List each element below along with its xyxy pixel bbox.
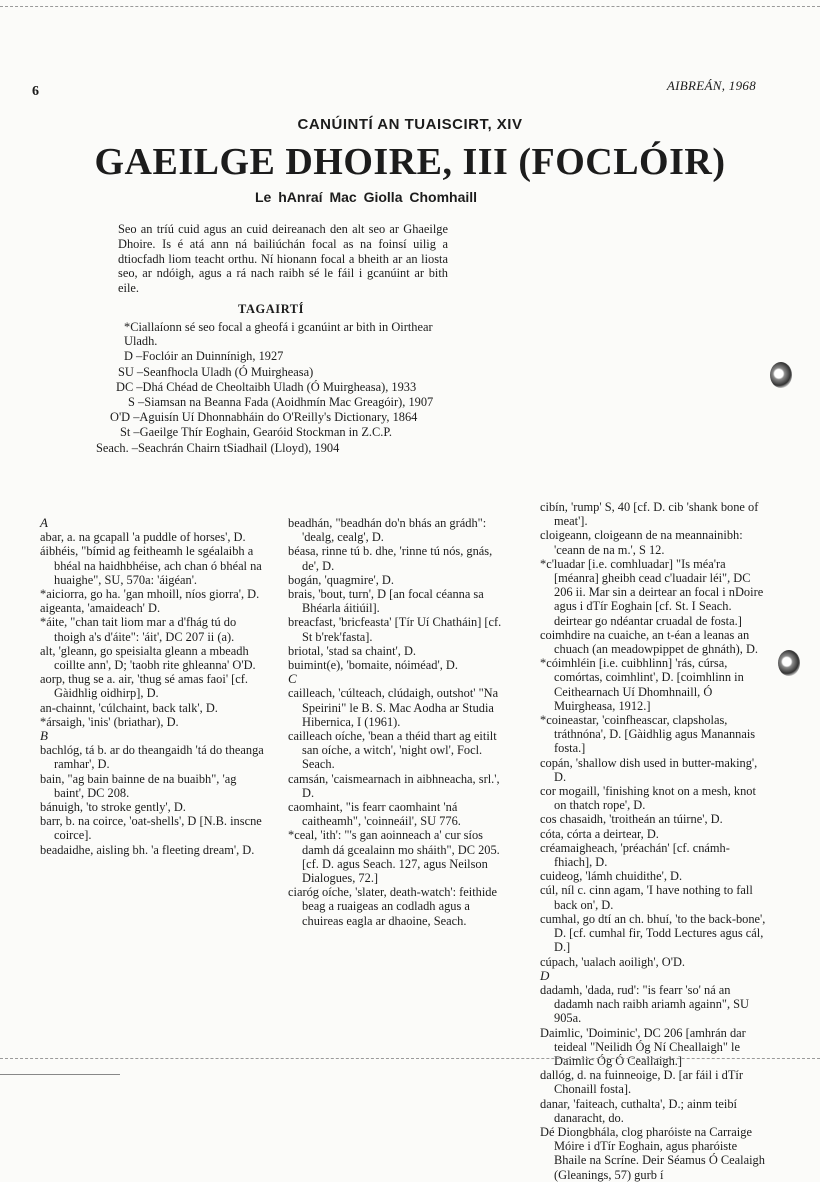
glossary-entry: cúl, níl c. cinn agam, 'I have nothing to fall back on', D.: [540, 883, 753, 912]
bottom-rule: [0, 1058, 820, 1059]
reference-key: O'D –: [110, 410, 140, 425]
glossary-entry: cloigeann, cloigeann de na meannainibh: 'ceann de na m.', S 12.: [540, 528, 743, 557]
glossary-entry: briotal, 'stad sa chaint', D.: [288, 643, 416, 658]
section-letter: A: [40, 515, 48, 530]
top-rule: [0, 6, 820, 7]
glossary-column-3: [540, 500, 768, 1182]
glossary-entry: béasa, rinne tú b. dhe, 'rinne tú nós, gnás, de', D.: [288, 544, 493, 573]
glossary-entry: *ceal, 'ith': "'s gan aoinneach a' cur síos damh dá gcealainn mo sháith", DC 205. [cf. D. agus Seach. 127, agus Neilson Dialogues, 72.]: [288, 828, 500, 886]
glossary-entry: coimhdire na cuaiche, an t-éan a leanas an chuach (an meadowpippet de ghnáth), D.: [540, 627, 759, 657]
reference-text: Siamsan na Beanna Fada (Aoidhmín Mac Greagóir), 1907: [144, 395, 434, 410]
glossary-entry: danar, 'faiteach, cuthalta', D.; ainm teibí danaracht, do.: [540, 1096, 737, 1125]
glossary-entry: bachlóg, tá b. ar do theangaidh 'tá do theanga ramhar', D.: [40, 743, 264, 772]
glossary-entry: an-chainnt, 'cúlchaint, back talk', D.: [40, 700, 218, 715]
reference-item: [96, 395, 456, 409]
glossary-entry: *áite, "chan tait liom mar a d'fhág tú do thoigh a's d'áite": 'áit', DC 207 ii (a).: [40, 615, 237, 644]
glossary-entry: cumhal, go dtí an ch. bhuí, 'to the back-bone', D. [cf. cumhal fir, Todd Lectures agus cál, D.]: [540, 911, 766, 955]
reference-text: Seachrán Chairn tSiadhail (Lloyd), 1904: [137, 440, 340, 455]
references-heading: TAGAIRTÍ: [238, 302, 305, 316]
reference-item: [96, 441, 456, 455]
glossary-entry: cor mogaill, 'finishing knot on a mesh, knot on thatch rope', D.: [540, 784, 756, 813]
glossary-entry: *ársaigh, 'inis' (briathar), D.: [40, 714, 179, 729]
glossary-entry: *c'luadar [i.e. comhluadar] "Is méa'ra [méanra] gheibh cead c'luadair léi", DC 206 ii. Mar sin a deirtear an focal i nDoire agus i dTír Eoghain [cf. St. I Seach. deirtear go ndéantar cruadal de fosta.]: [540, 556, 764, 628]
reference-text: Dhá Chéad de Cheoltaibh Uladh (Ó Muirgheasa), 1933: [142, 379, 417, 394]
reference-key: DC –: [116, 379, 143, 394]
glossary-entry: dallóg, d. na fuinneoige, D. [ar fáil i dTír Chonaill fosta].: [540, 1068, 744, 1097]
glossary-entry: dadamh, 'dada, rud': "is fearr 'so' ná an dadamh nach raibh ariamh againn", SU 905a.: [540, 982, 749, 1026]
glossary-entry: alt, 'gleann, go speisialta gleann a mbeadh coillte ann', D; 'taobh rite ghleanna' O'D.: [40, 643, 256, 673]
glossary-entry: aorp, thug se a. air, 'thug sé amas faoi' [cf. Gàidhlig oidhirp], D.: [40, 672, 248, 701]
glossary-entry: cailleach oíche, 'bean a théid thart ag eitilt san oíche, a witch', 'night owl', Focl. Seach.: [288, 729, 497, 772]
reference-text: *Ciallaíonn sé seo focal a gheofá i gcanúint ar bith in Oirthear Uladh.: [124, 320, 433, 349]
glossary-entry: cúpach, 'ualach aoiligh', O'D.: [540, 954, 686, 969]
glossary-entry: aigeanta, 'amaideach' D.: [40, 601, 161, 616]
glossary-entry: cibín, 'rump' S, 40 [cf. D. cib 'shank bone of meat'].: [540, 500, 759, 529]
reference-text: Aguisín Uí Dhonnabháin do O'Reilly's Dictionary, 1864: [139, 410, 418, 425]
reference-key: S –: [128, 395, 145, 410]
glossary-entry: cuideog, 'lámh chuidithe', D.: [540, 869, 683, 884]
glossary-entry: buimint(e), 'bomaite, nóiméad', D.: [288, 658, 458, 673]
series-title: CANÚINTÍ AN TUAISCIRT, XIV: [297, 116, 523, 133]
reference-item: [96, 349, 456, 363]
glossary-entry: Daimlic, 'Doiminic', DC 206 [amhrán dar teideal "Neilidh Óg Ní Cheallaigh" le Daimlic Óg Ó Ceallaigh.]: [540, 1025, 746, 1068]
reference-item: [96, 410, 456, 424]
glossary-entry: barr, b. na coirce, 'oat-shells', D [N.B. inscne coirce].: [40, 814, 262, 843]
glossary-entry: ciaróg oíche, 'slater, death-watch': feithide beag a ruaigeas an codladh agus a chuireas eagla ar dhaoine, Seach.: [288, 885, 498, 928]
section-letter: C: [288, 671, 297, 687]
glossary-entry: créamaigheach, 'préachán' [cf. cnámh-fhiach], D.: [540, 840, 730, 870]
reference-item: [96, 425, 456, 439]
glossary-entry: camsán, 'caismearnach in aibhneacha, srl.', D.: [288, 771, 500, 800]
reference-text: Foclóir an Duinnínigh, 1927: [142, 349, 284, 364]
punch-hole-upper: [770, 362, 792, 388]
glossary-entry: Dé Diongbhála, clog pharóiste na Carraige Móire i dTír Eoghain, agus pharóiste Bhaile na Scríne. Deir Séamus Ó Cealaigh (Gleanings, 57) gurb í: [540, 1124, 765, 1182]
reference-key: St –: [120, 425, 140, 440]
glossary-entry: cailleach, 'cúlteach, clúdaigh, outshot' "Na Speirini" le B. S. Mac Aodha ar Studia Hibernica, I (1961).: [288, 686, 499, 729]
reference-item: [96, 365, 456, 379]
glossary-column-1: [40, 516, 264, 857]
glossary-entry: *cóimhléin [i.e. cuibhlinn] 'rás, cúrsa, comórtas, coimhlint', D. [coimhlinn in Ceithearnach Uí Dhomhnaill, Ó Muirgheasa, 1912.]: [540, 656, 744, 713]
article-title: GAEILGE DHOIRE, III (FOCLÓIR): [94, 141, 726, 183]
intro-paragraph: Seo an tríú cuid agus an cuid deireanach den alt seo ar Ghaeilge Dhoire. Is é atá ann ná bailiúchán focal as na foinsí uilig a dtiocfadh liom teacht orthu. Ní hionann focal a bheith ar an liosta seo, ar ndóigh, agus a rá nach raibh sé le fáil i gcanúint ar bith eile.: [118, 222, 448, 296]
glossary-entry: bánuigh, 'to stroke gently', D.: [40, 800, 186, 815]
section-letter: B: [40, 728, 48, 744]
glossary-entry: *aiciorra, go ha. 'gan mhoill, níos giorra', D.: [40, 587, 260, 602]
section-letter: D: [540, 967, 550, 983]
reference-text: Gaeilge Thír Eoghain, Gearóid Stockman in Z.C.P.: [139, 425, 392, 440]
author-byline: Le hAnraí Mac Giolla Chomhaill: [255, 189, 478, 205]
glossary-entry: breacfast, 'bricfeasta' [Tír Uí Chatháin] [cf. St b'rek'fasta].: [288, 615, 502, 644]
reference-key: D –: [124, 349, 143, 364]
reference-item: [96, 320, 456, 348]
page-number: 6: [32, 84, 39, 99]
glossary-entry: bogán, 'quagmire', D.: [288, 572, 394, 587]
glossary-entry: abar, a. na gcapall 'a puddle of horses', D.: [40, 530, 246, 545]
glossary-entry: áibhéis, "bímid ag feitheamh le sgéalaibh a bhéal na haidhbhéise, ach chan ó bhéal na huaighe", SU, 570a: 'áigéan'.: [40, 544, 262, 587]
glossary-entry: beadhán, "beadhán do'n bhás an grádh": 'dealg, cealg', D.: [288, 516, 487, 545]
glossary-entry: cos chasaidh, 'troitheán an túirne', D.: [540, 812, 723, 827]
glossary-entry: beadaidhe, aisling bh. 'a fleeting dream', D.: [40, 842, 255, 857]
reference-key: Seach. –: [96, 440, 138, 455]
issue-date: AIBREÁN, 1968: [666, 78, 756, 93]
glossary-entry: caomhaint, "is fearr caomhaint 'ná caitheamh", 'coinneáil', SU 776.: [288, 800, 461, 829]
reference-key: SU –: [118, 364, 144, 379]
reference-item: [96, 380, 456, 394]
glossary-entry: brais, 'bout, turn', D [an focal céanna sa Bhéarla áitiúil].: [288, 587, 484, 616]
punch-hole-lower: [778, 650, 800, 676]
reference-text: Seanfhocla Uladh (Ó Muirgheasa): [143, 364, 314, 379]
glossary-entry: copán, 'shallow dish used in butter-making', D.: [540, 755, 758, 784]
glossary-column-2: [288, 516, 510, 928]
glossary-entry: cóta, córta a deirtear, D.: [540, 826, 659, 841]
glossary-entry: *coineastar, 'coinfheascar, clapsholas, tráthnóna', D. [Gàidhlig agus Manannais fosta.]: [540, 713, 756, 756]
references-list: [96, 320, 456, 456]
glossary-entry: bain, "ag bain bainne de na buaibh", 'ag baint', DC 208.: [40, 771, 237, 800]
bottom-rule-short: [0, 1074, 120, 1075]
